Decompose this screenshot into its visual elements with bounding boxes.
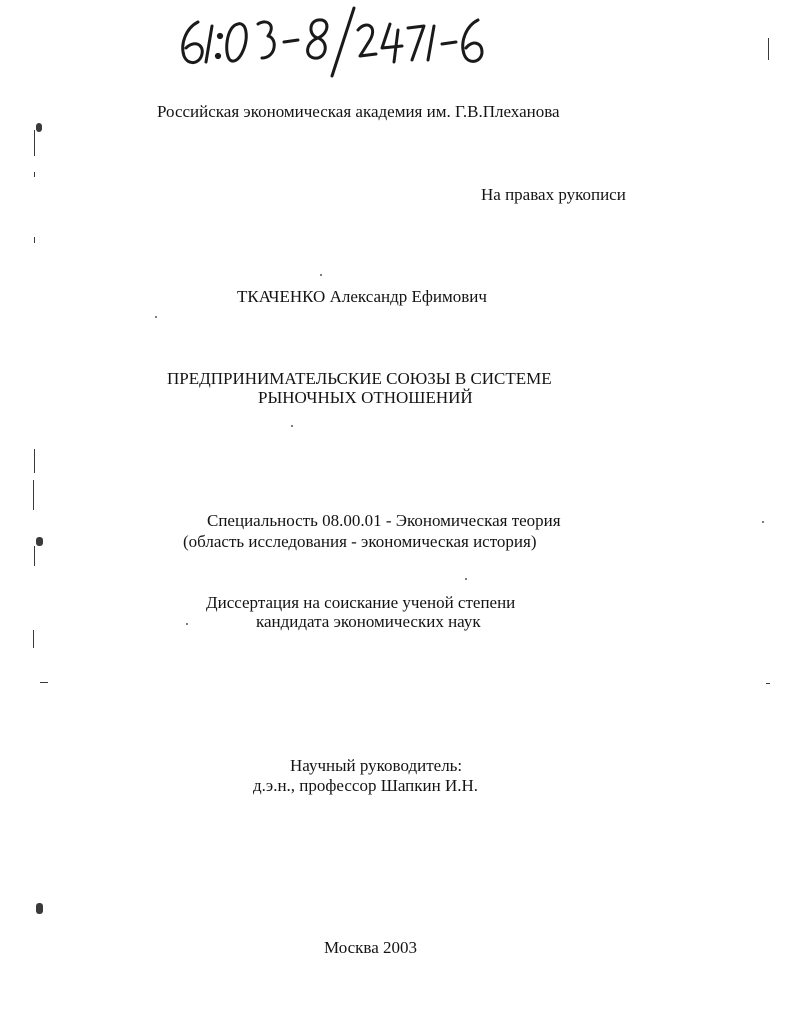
scan-speck bbox=[186, 623, 188, 625]
margin-line bbox=[34, 237, 35, 243]
supervisor-label: Научный руководитель: bbox=[290, 756, 463, 775]
margin-line bbox=[766, 683, 770, 684]
margin-line bbox=[34, 130, 35, 156]
binding-hole-mark-top bbox=[36, 123, 42, 132]
margin-line bbox=[34, 449, 35, 473]
scan-speck bbox=[155, 316, 157, 318]
specialty-line-2: (область исследования - экономическая история) bbox=[183, 532, 537, 551]
margin-line bbox=[40, 682, 48, 683]
supervisor-name: д.э.н., профессор Шапкин И.Н. bbox=[253, 776, 479, 795]
rights-notice: На правах рукописи bbox=[481, 185, 626, 204]
handwritten-archive-code-drawing bbox=[176, 4, 506, 80]
margin-line bbox=[33, 480, 34, 510]
author-name: ТКАЧЕНКО Александр Ефимович bbox=[237, 287, 487, 306]
degree-line-1: Диссертация на соискание ученой степени bbox=[206, 593, 516, 612]
margin-line bbox=[34, 172, 35, 177]
institution-name: Российская экономическая академия им. Г.В.Плеханова bbox=[157, 102, 560, 121]
place-year: Москва 2003 bbox=[324, 938, 418, 957]
handwritten-archive-code bbox=[176, 4, 506, 80]
binding-hole-mark-bottom bbox=[36, 903, 43, 914]
margin-line bbox=[768, 38, 769, 60]
scan-speck bbox=[762, 521, 764, 523]
margin-line bbox=[33, 630, 34, 648]
margin-line bbox=[34, 546, 35, 566]
scan-speck bbox=[291, 425, 293, 427]
scan-speck bbox=[465, 578, 467, 580]
thesis-title-line-1: ПРЕДПРИНИМАТЕЛЬСКИЕ СОЮЗЫ В СИСТЕМЕ bbox=[167, 369, 552, 388]
scan-speck bbox=[320, 274, 322, 276]
degree-line-2: кандидата экономических наук bbox=[256, 612, 481, 631]
thesis-title-line-2: РЫНОЧНЫХ ОТНОШЕНИЙ bbox=[258, 388, 473, 407]
specialty-line-1: Специальность 08.00.01 - Экономическая теория bbox=[207, 511, 561, 530]
binding-hole-mark-middle bbox=[36, 537, 43, 546]
